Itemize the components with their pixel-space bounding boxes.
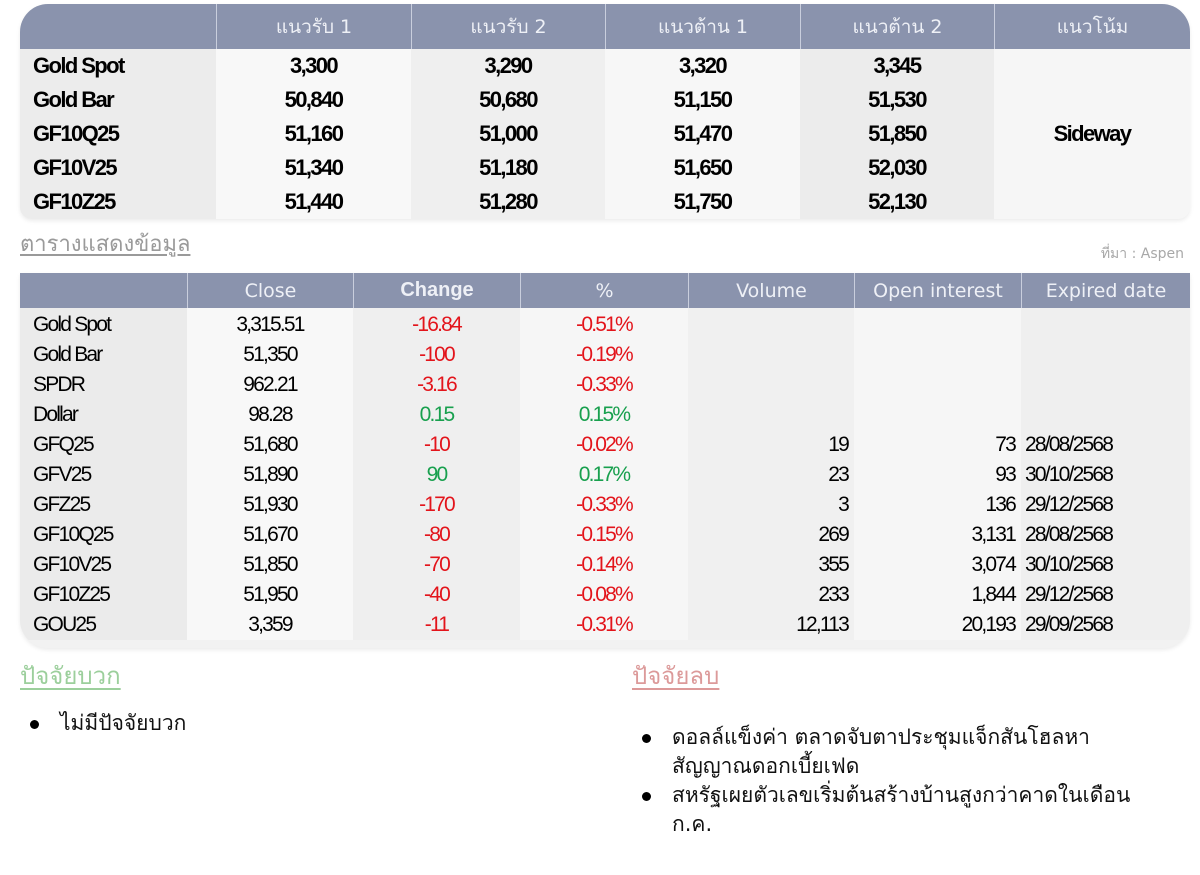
md-cell-pct: -0.33%	[576, 373, 632, 396]
md-cell-expiry: 30/10/2568	[1025, 553, 1113, 576]
bullet-icon	[642, 792, 651, 801]
sr-resistance-2-value: 51,850	[868, 121, 926, 146]
negative-factors-title: ปัจจัยลบ	[632, 662, 720, 690]
md-header-change: Change	[353, 273, 520, 308]
md-cell-expiry: 29/12/2568	[1025, 493, 1113, 516]
md-header-percent: %	[520, 273, 688, 308]
negative-factor-item	[632, 781, 1162, 839]
md-cell-volume	[688, 310, 854, 340]
md-cell-name: SPDR	[33, 373, 85, 396]
md-cell-volume: 23	[828, 463, 848, 486]
md-cell-oi: 93	[995, 463, 1015, 486]
sr-row-name: GF10Q25	[33, 121, 119, 146]
sr-header-support-1: แนวรับ 1	[216, 4, 411, 49]
sr-header-row	[20, 4, 1190, 49]
md-cell-oi	[854, 340, 1021, 370]
md-cell-name: GFQ25	[33, 433, 93, 456]
sr-support-1-value: 50,840	[284, 87, 343, 112]
negative-factor-text: สหรัฐเผยตัวเลขเริ่มต้นสร้างบ้านสูงกว่าคาดในเดือนก.ค.	[672, 783, 1131, 836]
sr-support-2-value: 51,280	[479, 189, 537, 214]
md-column-percent	[520, 308, 688, 640]
sr-header-support-2: แนวรับ 2	[411, 4, 605, 49]
sr-resistance-1-value: 3,320	[678, 53, 727, 78]
sr-column-support-1	[216, 49, 411, 219]
md-cell-pct: 0.17%	[578, 463, 630, 486]
md-cell-oi: 136	[985, 493, 1015, 516]
md-cell-expiry: 28/08/2568	[1025, 523, 1113, 546]
md-column-expired-date	[1021, 308, 1190, 640]
md-cell-volume: 269	[818, 523, 848, 546]
md-column-change	[353, 308, 520, 640]
md-cell-oi	[854, 310, 1021, 340]
negative-factor-item	[632, 723, 1162, 781]
md-cell-name: GFZ25	[33, 493, 90, 516]
sr-column-resistance-1	[605, 49, 800, 219]
md-cell-oi: 1,844	[971, 583, 1015, 606]
md-cell-close: 51,350	[243, 343, 297, 366]
sr-header-name	[20, 4, 216, 49]
md-cell-volume: 12,113	[796, 613, 848, 636]
md-cell-oi: 3,131	[971, 523, 1015, 546]
positive-factor-text: ไม่มีปัจจัยบวก	[60, 711, 187, 735]
sr-resistance-2-value: 52,130	[868, 189, 926, 214]
md-body	[20, 308, 1190, 648]
sr-row-name: GF10V25	[33, 155, 116, 180]
md-cell-volume: 19	[828, 433, 848, 456]
md-cell-change: -3.16	[417, 373, 456, 396]
md-cell-pct: -0.14%	[576, 553, 632, 576]
md-cell-name: GFV25	[33, 463, 91, 486]
md-cell-volume: 233	[818, 583, 848, 606]
trend-value: Sideway	[1053, 121, 1131, 146]
md-cell-close: 3,315.51	[236, 313, 304, 336]
md-cell-expiry	[1021, 310, 1190, 340]
md-cell-pct: -0.15%	[576, 523, 632, 546]
sr-column-trend	[994, 49, 1190, 219]
md-cell-pct: -0.19%	[576, 343, 632, 366]
sr-resistance-1-value: 51,750	[673, 189, 732, 214]
sr-column-support-2	[411, 49, 605, 219]
md-header-volume: Volume	[688, 273, 854, 308]
md-cell-pct: -0.33%	[576, 493, 632, 516]
md-cell-oi: 20,193	[961, 613, 1015, 636]
md-cell-change: -10	[424, 433, 449, 456]
md-cell-expiry: 30/10/2568	[1025, 463, 1113, 486]
positive-factors-title: ปัจจัยบวก	[20, 662, 121, 690]
md-cell-close: 51,950	[243, 583, 297, 606]
md-cell-change: 0.15	[419, 403, 454, 426]
md-cell-name: Gold Bar	[33, 343, 102, 366]
md-cell-close: 51,680	[243, 433, 297, 456]
sr-support-2-value: 51,000	[479, 121, 537, 146]
md-cell-name: GF10Z25	[33, 583, 110, 606]
bullet-icon	[642, 734, 651, 743]
md-column-name	[20, 308, 187, 640]
md-cell-pct: 0.15%	[578, 403, 630, 426]
md-cell-volume	[688, 400, 854, 430]
market-data-table	[20, 273, 1190, 648]
sr-row-name: GF10Z25	[33, 189, 115, 214]
md-cell-oi	[854, 370, 1021, 400]
md-column-open-interest	[854, 308, 1021, 640]
sr-support-2-value: 51,180	[479, 155, 537, 180]
sr-resistance-1-value: 51,470	[673, 121, 732, 146]
sr-support-2-value: 50,680	[479, 87, 537, 112]
sr-support-1-value: 3,300	[289, 53, 338, 78]
bullet-icon	[30, 720, 39, 729]
sr-row-name: Gold Bar	[33, 87, 114, 112]
md-cell-expiry: 29/12/2568	[1025, 583, 1113, 606]
sr-resistance-1-value: 51,150	[673, 87, 732, 112]
md-cell-expiry: 29/09/2568	[1025, 613, 1113, 636]
md-cell-close: 51,850	[243, 553, 297, 576]
md-header-expired-date: Expired date	[1021, 273, 1190, 308]
md-cell-change: -16.84	[412, 313, 461, 336]
sr-resistance-1-value: 51,650	[673, 155, 732, 180]
md-cell-close: 51,930	[243, 493, 297, 516]
md-cell-change: -11	[424, 613, 449, 636]
md-cell-volume	[688, 340, 854, 370]
negative-factors-list	[632, 723, 1162, 839]
md-cell-change: -40	[424, 583, 449, 606]
md-header-close: Close	[187, 273, 353, 308]
md-cell-expiry	[1021, 370, 1190, 400]
sr-header-trend: แนวโน้ม	[994, 4, 1190, 49]
sr-column-resistance-2	[800, 49, 994, 219]
md-cell-oi	[854, 400, 1021, 430]
md-column-volume	[688, 308, 854, 640]
sr-support-1-value: 51,340	[284, 155, 343, 180]
md-cell-close: 962.21	[243, 373, 297, 396]
sr-support-2-value: 3,290	[484, 53, 532, 78]
md-cell-volume: 355	[818, 553, 848, 576]
data-source-label: ที่มา : Aspen	[1100, 246, 1184, 262]
md-cell-close: 51,890	[243, 463, 297, 486]
sr-support-1-value: 51,160	[284, 121, 343, 146]
md-cell-volume: 3	[838, 493, 848, 516]
sr-header-resistance-1: แนวต้าน 1	[605, 4, 800, 49]
md-header-open-interest: Open interest	[854, 273, 1021, 308]
md-cell-expiry	[1021, 340, 1190, 370]
md-header-row	[20, 273, 1190, 308]
md-header-name	[20, 273, 187, 308]
md-cell-change: -70	[424, 553, 449, 576]
sr-row-name: Gold Spot	[33, 53, 124, 78]
support-resistance-table	[20, 4, 1190, 219]
md-cell-change: 90	[426, 463, 447, 486]
md-cell-close: 98.28	[248, 403, 292, 426]
md-cell-pct: -0.02%	[576, 433, 632, 456]
negative-factor-text: ดอลล์แข็งค่า ตลาดจับตาประชุมแจ็กสันโฮลหาสัญญาณดอกเบี้ยเฟด	[672, 725, 1090, 778]
data-table-title: ตารางแสดงข้อมูล	[20, 232, 191, 257]
md-cell-expiry: 28/08/2568	[1025, 433, 1113, 456]
md-cell-expiry	[1021, 400, 1190, 430]
negative-factors	[632, 656, 1192, 839]
md-cell-close: 51,670	[243, 523, 297, 546]
md-cell-change: -100	[419, 343, 454, 366]
md-cell-pct: -0.08%	[576, 583, 632, 606]
sr-resistance-2-value: 52,030	[868, 155, 926, 180]
md-cell-name: Dollar	[33, 403, 78, 426]
md-cell-name: GF10V25	[33, 553, 111, 576]
sr-support-1-value: 51,440	[284, 189, 343, 214]
md-cell-oi: 3,074	[971, 553, 1015, 576]
sr-header-resistance-2: แนวต้าน 2	[800, 4, 994, 49]
sr-column-name	[20, 49, 216, 219]
md-cell-pct: -0.31%	[576, 613, 632, 636]
md-cell-name: GOU25	[33, 613, 96, 636]
positive-factors	[20, 656, 580, 738]
md-cell-oi: 73	[995, 433, 1015, 456]
md-cell-name: GF10Q25	[33, 523, 113, 546]
md-cell-volume	[688, 370, 854, 400]
positive-factor-item	[20, 709, 580, 738]
md-cell-pct: -0.51%	[576, 313, 632, 336]
md-cell-name: Gold Spot	[33, 313, 111, 336]
md-cell-change: -170	[419, 493, 454, 516]
md-column-close	[187, 308, 353, 640]
positive-factors-list	[20, 709, 580, 738]
sr-resistance-2-value: 3,345	[873, 53, 921, 78]
sr-resistance-2-value: 51,530	[868, 87, 926, 112]
md-cell-change: -80	[424, 523, 449, 546]
md-cell-close: 3,359	[248, 613, 292, 636]
